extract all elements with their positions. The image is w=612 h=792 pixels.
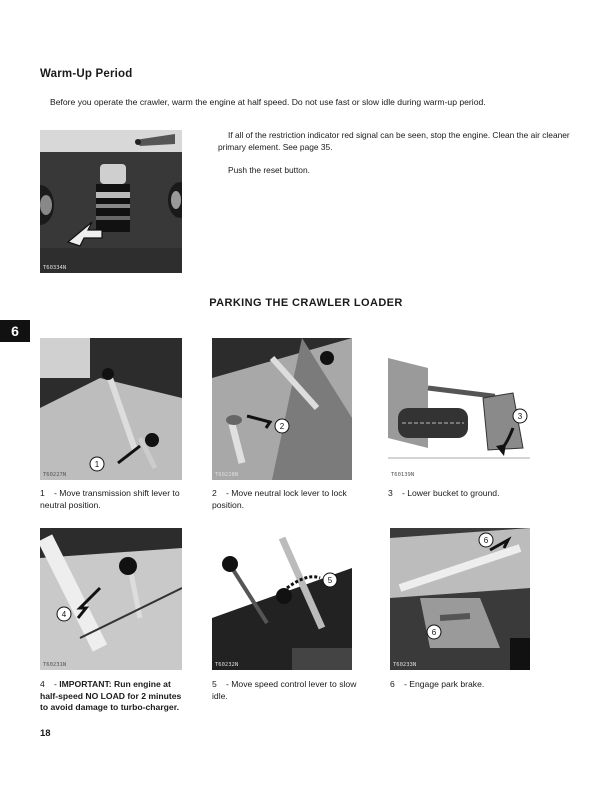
step-number: 4	[40, 679, 45, 689]
step-callout-1: 1	[94, 460, 100, 469]
indicator-instruction-2: Push the reset button.	[228, 165, 310, 175]
step-callout-2: 2	[279, 422, 285, 431]
step-caption-1: 1 - Move transmission shift lever to neutral position.	[40, 488, 180, 510]
photo-code: T60227N	[43, 472, 67, 478]
step-photo-3	[388, 338, 530, 480]
indicator-instruction-1: If all of the restriction indicator red signal can be seen, stop the engine. Clean the air cleaner primary element. See page 35.	[218, 130, 570, 152]
step-photo-1	[40, 338, 182, 480]
step-caption-5: 5 - Move speed control lever to slow idle.	[212, 679, 357, 701]
warmup-intro-paragraph: Before you operate the crawler, warm the engine at half speed. Do not use fast or slow idle during warm-up period.	[50, 97, 486, 107]
step-callout-6: 6	[483, 536, 489, 545]
photo-code: T60232N	[215, 662, 239, 668]
photo-code: T60231N	[43, 662, 67, 668]
section-title-parking: PARKING THE CRAWLER LOADER	[209, 297, 403, 309]
restriction-indicator-photo	[40, 130, 182, 273]
section-heading-warmup: Warm-Up Period	[40, 68, 133, 80]
step-callout-4: 4	[61, 610, 67, 619]
step-caption-2: 2 - Move neutral lock lever to lock position.	[212, 488, 347, 510]
step-photo-5	[212, 528, 352, 670]
step-caption-4: 4 - IMPORTANT: Run engine at half-speed NO LOAD for 2 minutes to avoid damage to turbo-charger.	[40, 679, 182, 712]
section-tab: 6	[0, 320, 30, 342]
step-number: 1	[40, 488, 45, 498]
photo-code: T60228N	[215, 472, 239, 478]
photo-code: T60139N	[391, 472, 415, 478]
photo-code: T60233N	[393, 662, 417, 668]
step-callout-5: 5	[327, 576, 333, 585]
step-text: Engage park brake.	[409, 679, 485, 689]
page-number: 18	[40, 728, 51, 739]
step-text: Move neutral lock lever to lock position.	[212, 488, 347, 510]
step-text: Lower bucket to ground.	[407, 488, 500, 498]
indicator-instructions	[218, 130, 578, 189]
step-text: Move transmission shift lever to neutral position.	[40, 488, 180, 510]
step-caption-3: 3 - Lower bucket to ground.	[388, 488, 500, 498]
important-label: IMPORTANT:	[59, 679, 112, 689]
step-photo-6	[390, 528, 530, 670]
step-number: 3	[388, 488, 393, 498]
step-caption-6: 6 - Engage park brake.	[390, 679, 485, 689]
step-number: 6	[390, 679, 395, 689]
step-photo-4	[40, 528, 182, 670]
step-number: 5	[212, 679, 217, 689]
photo-code: T60334N	[43, 265, 67, 271]
step-photo-2	[212, 338, 352, 480]
step-callout-3: 3	[517, 412, 523, 421]
step-text: Move speed control lever to slow idle.	[212, 679, 357, 701]
step-callout-6b: 6	[431, 628, 437, 637]
step-text: Run engine at half-speed NO LOAD for 2 minutes to avoid damage to turbo-charger.	[40, 679, 182, 712]
step-number: 2	[212, 488, 217, 498]
